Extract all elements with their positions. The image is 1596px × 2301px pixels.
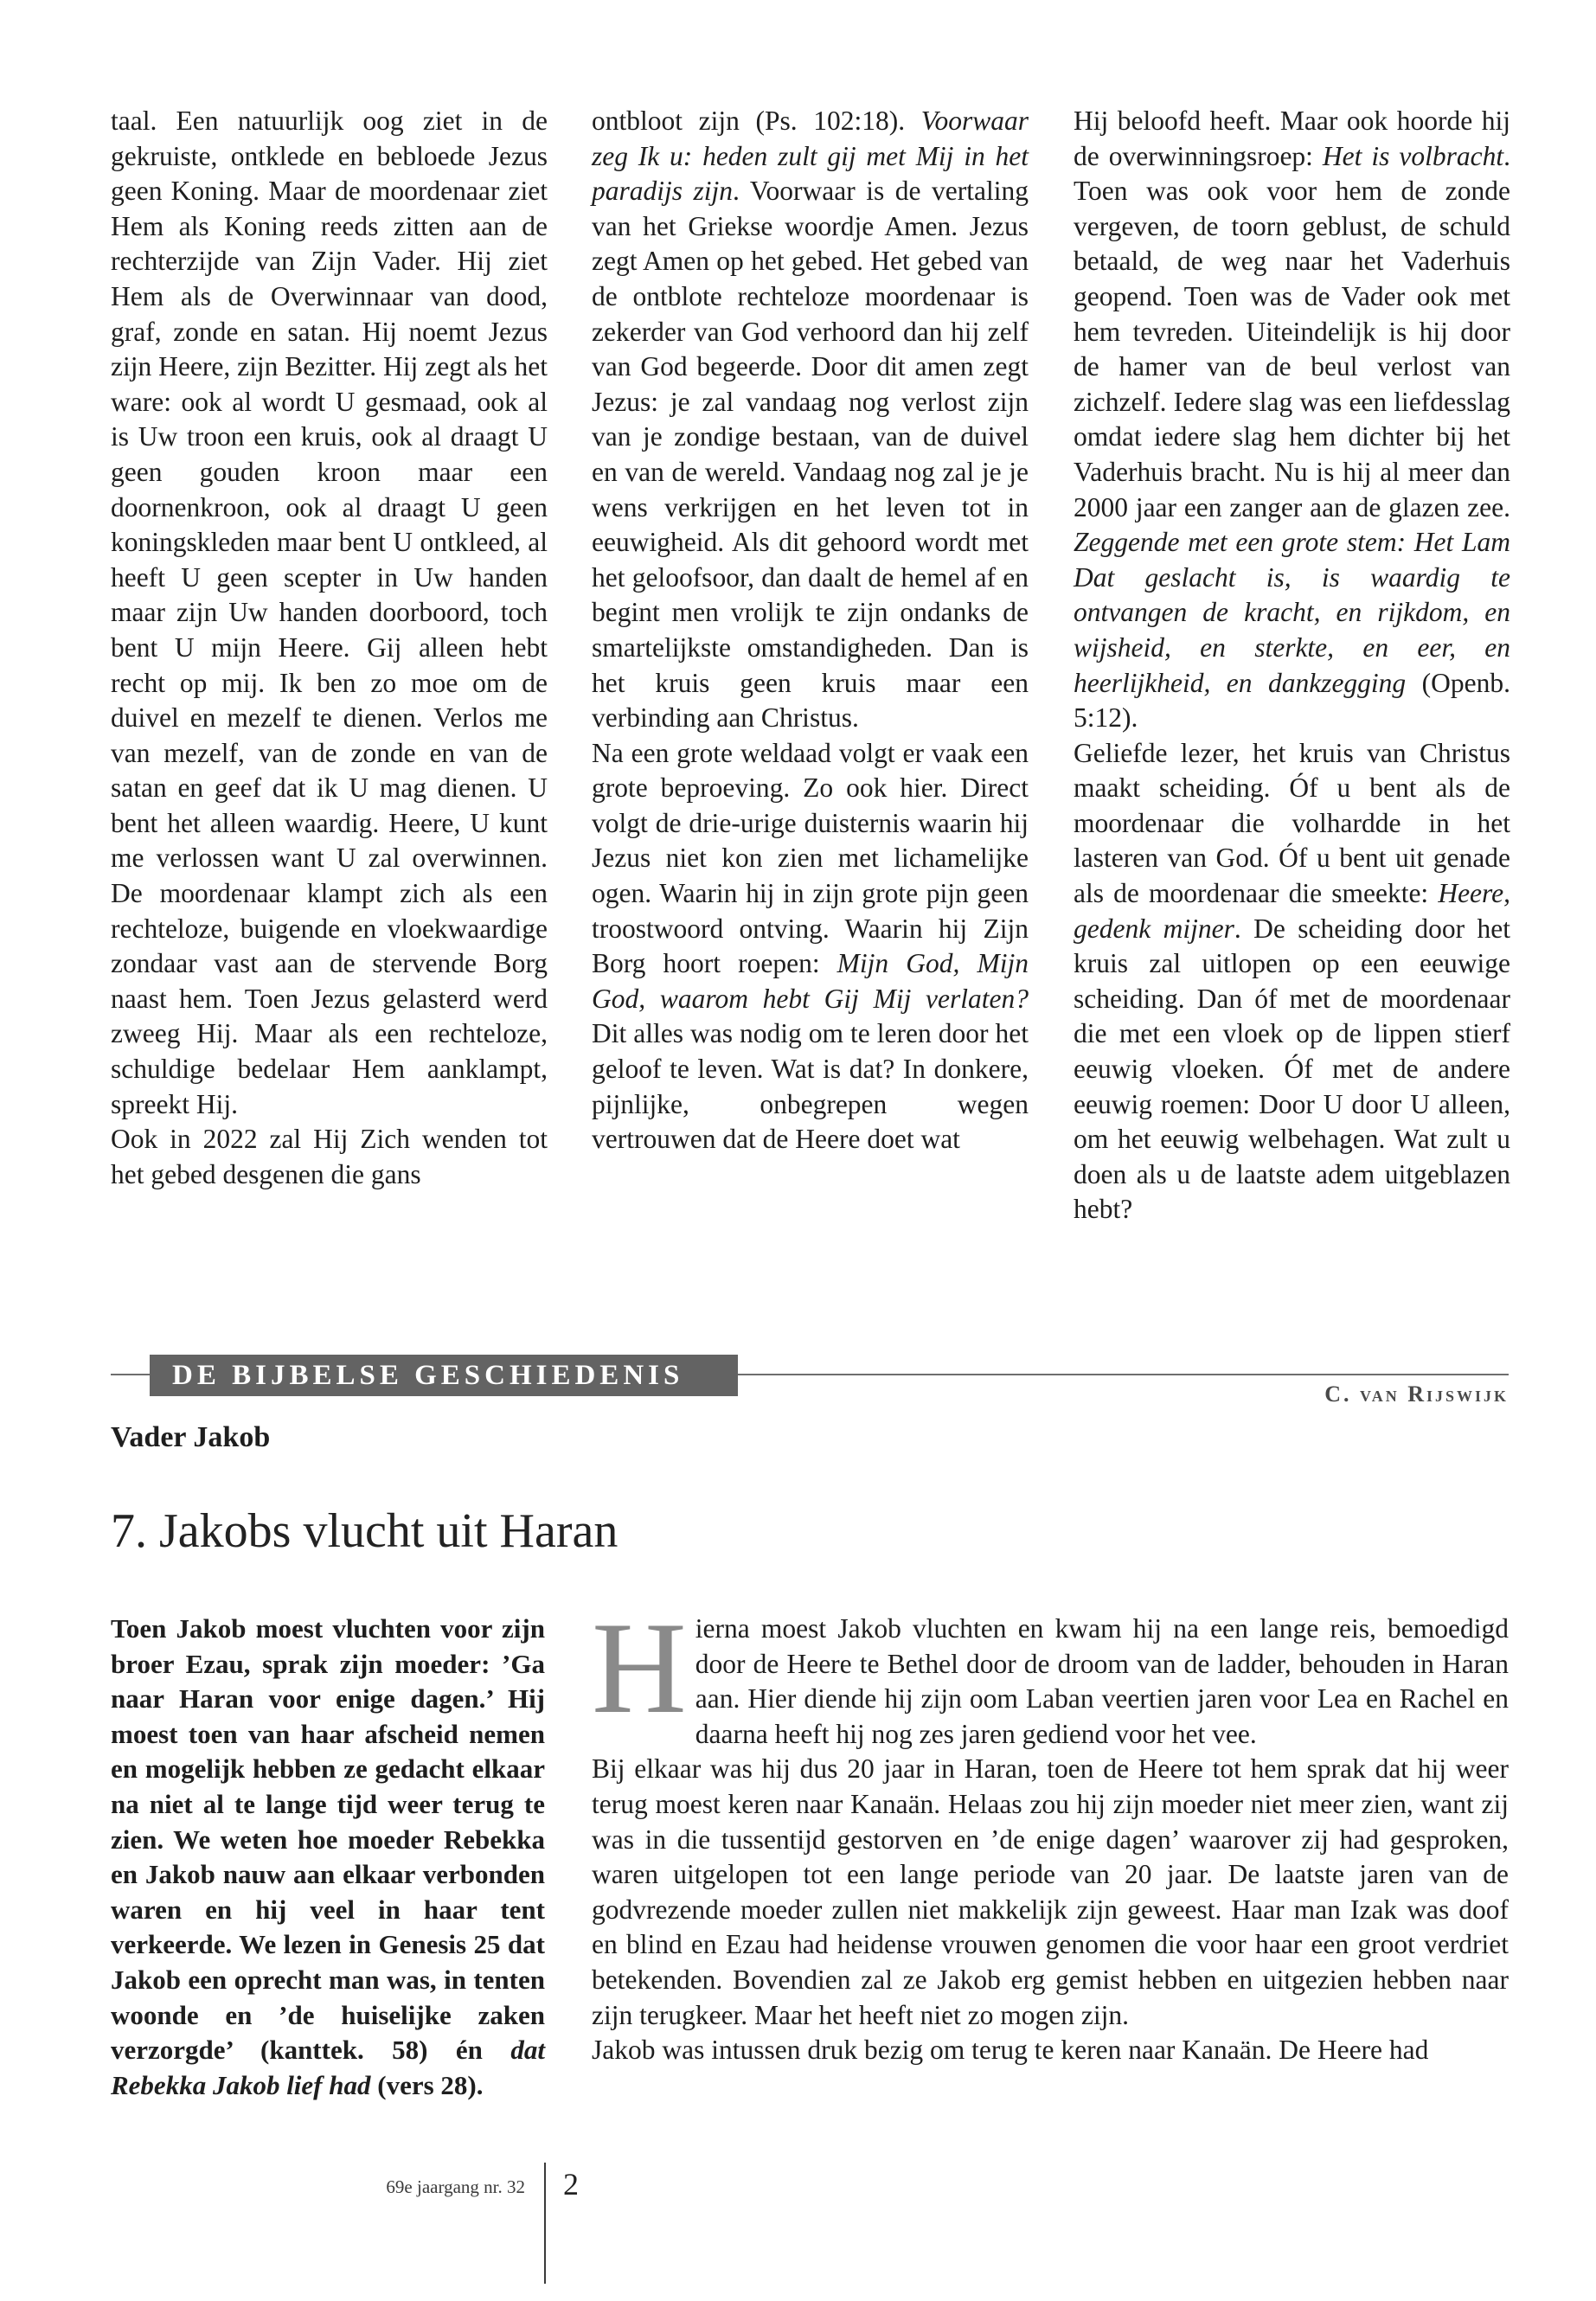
intro-column (111, 1612, 545, 2103)
section-label: DE BIJBELSE GESCHIEDENIS (150, 1355, 738, 1396)
scripture-quote: Het is volbracht (1322, 140, 1504, 171)
text-run: ontbloot zijn (Ps. 102:18). (592, 106, 921, 136)
body-paragraph-3: Jakob was intussen druk bezig om terug te keren naar Kanaän. De Heere had (592, 2035, 1429, 2066)
page-number: 2 (563, 2167, 579, 2202)
footer-separator (544, 2163, 546, 2284)
body-paragraph-1 (592, 1595, 1509, 1752)
col1-paragraph-1: taal. Een natuurlijk oog ziet in de gekruiste, ontklede en bebloede Jezus geen Koning. Maar de moordenaar ziet Hem als Koning reeds zitten aan de rechterzijde van Zijn Vader. Hij ziet Hem als de Overwinnaar van dood, graf, zonde en satan. Hij noemt Jezus zijn Heere, zijn Bezitter. Hij zegt als het ware: ook al wordt U gesmaad, ook al is Uw troon een kruis, ook al draagt U geen gouden kroon maar een doornenkroon, ook al draagt U geen koningskleden maar bent U ontkleed, al heeft U geen scepter in Uw handen maar zijn Uw handen doorboord, toch bent U mijn Heere. Gij alleen hebt recht op mij. Ik ben zo moe om de duivel en mezelf te dienen. Verlos me van mezelf, van de zonde en van de satan en geef dat ik U mag dienen. U bent het alleen waardig. Heere, U kunt me verlossen want U zal overwinnen. De moordenaar klampt zich als een rechteloze, buigende en vloekwaardige zondaar vast aan de stervende Borg naast hem. Toen Jezus gelasterd werd zweeg Hij. Maar als een rechteloze, schuldige bedelaar Hem aanklampt, spreekt Hij. (111, 106, 548, 1119)
top-column-1 (111, 104, 548, 1192)
text-run: Na een grote weldaad volgt er vaak een grote beproeving. Zo ook hier. Direct volgt de drie-urige duisternis waarin hij Jezus niet kon zien met lichamelijke ogen. Waarin hij in zijn grote pijn geen troostwoord ontving. Waarin hij Zijn Borg hoort roepen: (592, 737, 1029, 979)
scripture-quote: Heere, gedenk mijner (1074, 878, 1510, 944)
author-name: C. van Rijswijk (1324, 1381, 1509, 1407)
series-title: Vader Jakob (111, 1421, 271, 1453)
text-run: . Voorwaar is de vertaling van het Griekse woordje Amen. Jezus zegt Amen op het gebed. Het gebed van de ontblote rechteloze moordenaar is zekerder van God verhoord dan hij zelf van God begeerde. Door dit amen zegt Jezus: je zal vandaag nog verlost zijn van je zondige bestaan, van de duivel en van de wereld. Vandaag nog zal je je wens verkrijgen en het leven tot in eeuwigheid. Als dit gehoord wordt met het geloofsoor, dan daalt de hemel af en begint men vrolijk te zijn ondanks de smartelijkste omstandigheden. Dan is het kruis geen kruis maar een verbinding aan Christus. (592, 176, 1029, 734)
text-run: . Toen was ook voor hem de zonde vergeven, de toorn geblust, de schuld betaald, de weg naar het Vaderhuis geopend. Toen was de Vader ook met hem tevreden. Uiteindelijk is hij door de hamer van de beul verlost van zichzelf. Iedere slag was een liefdesslag omdat iedere slag hem dichter bij het Vaderhuis bracht. Nu is hij al meer dan 2000 jaar een zanger aan de glazen zee. (1074, 140, 1510, 522)
text-run: Geliefde lezer, het kruis van Christus maakt scheiding. Óf u bent als de moordenaar die volhardde in het lasteren van God. Óf u bent uit genade als de moordenaar die smeekte: (1074, 737, 1510, 909)
scripture-quote: dat Rebekka Jakob lief had (111, 2035, 545, 2100)
col2-paragraph-1 (592, 104, 1029, 736)
body-paragraph-2: Bij elkaar was hij dus 20 jaar in Haran, toen de Heere tot hem sprak dat hij weer terug moest keren naar Kanaän. Helaas zou hij zijn moeder niet meer zien, want zij was in die tussentijd gestorven en ’de enige dagen’ waarover zij had gesproken, waren uitgelopen tot een lange periode van 20 jaar. De laatste jaren van de godvrezende moeder zullen niet makkelijk zijn geweest. Haar man Izak was doof en blind en Ezau had heidense vrouwen genomen die voor haar een groot verdriet betekenden. Bovendien zal ze Jakob erg gemist hebben en uitgezien hebben naar zijn terugkeer. Maar het heeft niet zo mogen zijn. (592, 1753, 1509, 2030)
text-run: . De scheiding door het kruis zal uitlopen op een eeuwige scheiding. Dan óf met de moordenaar die met een vloek op de lippen stierf eeuwig vloeken. Óf met de andere eeuwig roemen: Door U door U alleen, om het eeuwig welbehagen. Wat zult u doen als u de laatste adem uitgeblazen hebt? (1074, 913, 1510, 1225)
issue-info: 69e jaargang nr. 32 (386, 2176, 525, 2197)
text-run: (Openb. 5:12). (1074, 667, 1510, 734)
article-title: 7. Jakobs vlucht uit Haran (111, 1504, 619, 1558)
top-column-3 (1074, 104, 1510, 1227)
article-body (592, 1595, 1509, 2068)
col3-paragraph-1 (1074, 104, 1510, 736)
text-run: Toen Jakob moest vluchten voor zijn broer Ezau, sprak zijn moeder: ’Ga naar Haran voor enige dagen.’ Hij moest toen van haar afscheid nemen en mogelijk hebben ze gedacht elkaar na niet al te lange tijd weer terug te zien. We weten hoe moeder Rebekka en Jakob nauw aan elkaar verbonden waren en hij veel in haar tent verkeerde. We lezen in Genesis 25 dat Jakob een oprecht man was, in tenten woonde en ’de huiselijke zaken verzorgde’ (kanttek. 58) én (111, 1613, 545, 2066)
text-run: (vers 28). (370, 2069, 484, 2100)
text-run: Hij beloofd heeft. Maar ook hoorde hij de overwinningsroep: (1074, 106, 1510, 171)
scripture-quote: Zeggende met een grote stem: Het Lam Dat geslacht is, is waardig te ontvangen de kracht, en rijkdom, en wijsheid, en sterkte, en eer, en heerlijkheid, en dankzegging (1074, 527, 1510, 698)
col2-paragraph-2 (592, 736, 1029, 1157)
scripture-quote: Voorwaar zeg Ik u: heden zult gij met Mij in het paradijs zijn (592, 106, 1029, 207)
top-column-2 (592, 104, 1029, 1157)
scripture-quote: Mijn God, Mijn God, waarom hebt Gij Mij verlaten? (592, 948, 1029, 1014)
text-run: ierna moest Jakob vluchten en kwam hij na een lange reis, bemoedigd door de Heere te Bethel door de droom van de ladder, behouden in Haran aan. Hier diende hij zijn oom Laban veertien jaren voor Lea en Rachel en daarna heeft hij nog zes jaren gediend voor het vee. (695, 1613, 1509, 1749)
intro-paragraph (111, 1612, 545, 2103)
text-run: Dit alles was nodig om te leren door het geloof te leven. Wat is dat? In donkere, pijnlijke, onbegrepen wegen vertrouwen dat de Heere doet wat (592, 1018, 1029, 1155)
col1-paragraph-2: Ook in 2022 zal Hij Zich wenden tot het gebed desgenen die gans (111, 1124, 548, 1189)
drop-cap: H (592, 1595, 687, 1740)
col3-paragraph-2 (1074, 736, 1510, 1227)
